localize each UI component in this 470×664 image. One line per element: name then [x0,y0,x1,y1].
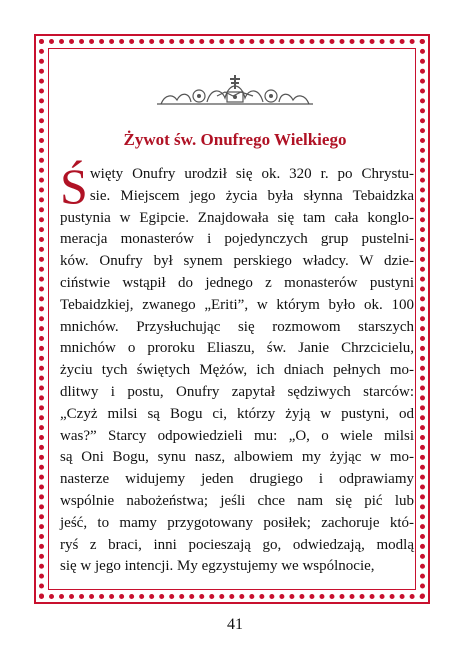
text-line: dlitwy i postu, Onufry zapytał sędziwych starców: [60,383,414,400]
body-text [60,158,414,578]
drop-cap: Ś [60,158,88,214]
text-line: „Czyż milsi są Bogu ci, którzy żyją w pustyni, od [60,405,414,422]
text-line: sie. Miejscem jego życia była słynna Tebaidzka [89,187,414,204]
page-number: 41 [227,616,243,633]
text-line: nasterze widujemy jeden drugiego i odprawiamy [60,471,414,488]
text-line: jeść, to mamy przygotowany posiłek; zachoruje któ- [60,514,414,531]
text-line: Tebaidzkiej, zwanego „Eriti”, w którym było ok. 100 [60,296,414,313]
ornamental-headpiece-icon [155,74,315,108]
text-line: ków. Onufry był synem perskiego władcy. W dzie- [60,253,414,270]
text-line: więty Onufry urodził się ok. 320 r. po Chrystu- [89,166,414,182]
text-line: wspólnie nabożeństwa; jeśli chce nam się pić lub [60,492,414,509]
text-line: was?” Starcy odpowiedzieli mu: „O, o wiele milsi [60,427,414,444]
text-line: pustynia w Egipcie. Znajdowała się tam cała konglo- [60,209,414,226]
text-line: życiu tych świętych Mężów, ich dniach pełnych mo- [60,362,414,379]
text-line: mnichów. Przysłuchując się rozmowom starszych [60,318,414,335]
text-line: się w jego intencji. My egzystujemy we wspólnocie, [60,558,375,575]
text-line: mnichów o proroku Eliaszu, św. Janie Chrzcicielu, [60,340,414,357]
text-line: ciństwie wstąpił do jednego z monasterów pustyni [60,274,414,291]
text-line: meracja monasterów i pojedynczych grup pustelni- [60,231,414,248]
text-line: ryś z braci, inni pocieszają go, odwiedzają, modlą [60,536,414,553]
text-line: są Oni Bogu, synu nasz, albowiem my żyjąc w mo- [60,449,414,466]
chapter-title: Żywot św. Onufrego Wielkiego [123,130,347,149]
